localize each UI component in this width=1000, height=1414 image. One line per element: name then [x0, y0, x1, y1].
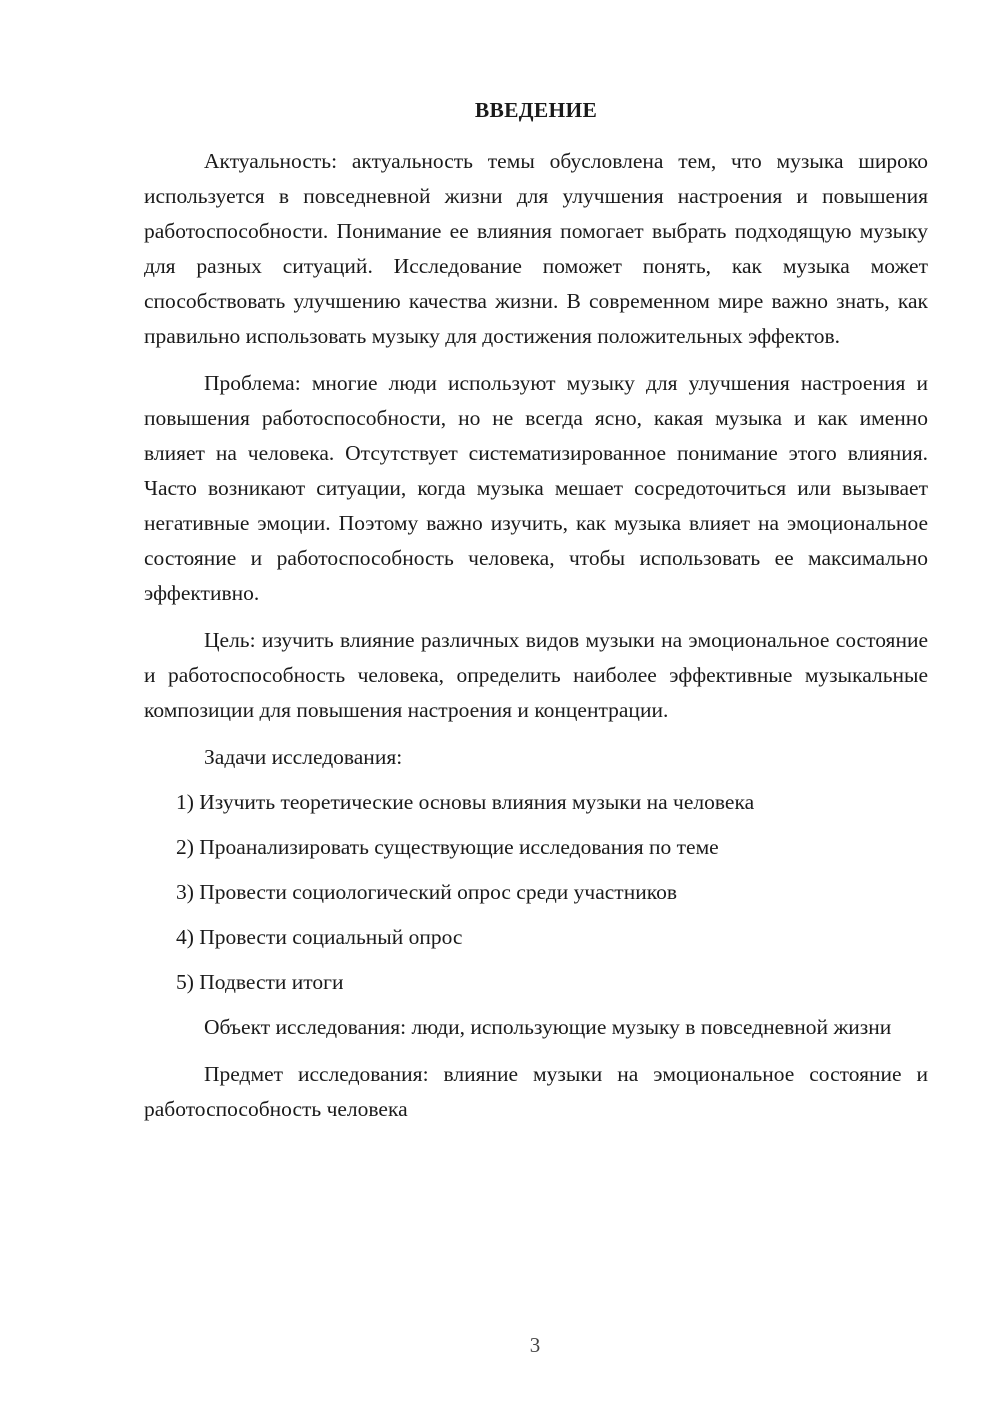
paragraph-object: Объект исследования: люди, использующие музыку в повседневной жизни: [204, 1015, 892, 1039]
list-item: 1) Изучить теоретические основы влияния музыки на человека: [176, 790, 755, 814]
task-list: [144, 785, 928, 1000]
paragraph-relevance: Актуальность: актуальность темы обусловлена тем, что музыка широко используется в повседневной жизни для улучшения настроения и повышения работоспособности. Понимание ее влияния помогает выбрать подходящую музыку для разных ситуаций. Исследование поможет понять, как музыка может способствовать улучшению качества жизни. В современном мире важно знать, как правильно использовать музыку для достижения положительных эффектов.: [144, 149, 928, 348]
list-item: 3) Провести социологический опрос среди участников: [176, 880, 677, 904]
paragraph-subject: Предмет исследования: влияние музыки на эмоциональное состояние и работоспособность человека: [144, 1062, 928, 1121]
list-item: 5) Подвести итоги: [176, 970, 344, 994]
paragraph-goal: Цель: изучить влияние различных видов музыки на эмоциональное состояние и работоспособность человека, определить наиболее эффективные музыкальные композиции для повышения настроения и концентрации.: [144, 628, 928, 722]
tasks-heading: Задачи исследования:: [204, 745, 403, 769]
list-item: 2) Проанализировать существующие исследования по теме: [176, 835, 719, 859]
page-number: 3: [529, 1333, 541, 1357]
document-page: [144, 96, 928, 1139]
list-item: 4) Провести социальный опрос: [176, 925, 463, 949]
page-title: ВВЕДЕНИЕ: [474, 98, 598, 122]
paragraph-problem: Проблема: многие люди используют музыку для улучшения настроения и повышения работоспособности, но не всегда ясно, какая музыка и как именно влияет на человека. Отсутствует систематизированное понимание этого влияния. Часто возникают ситуации, когда музыка мешает сосредоточиться или вызывает негативные эмоции. Поэтому важно изучить, как музыка влияет на эмоциональное состояние и работоспособность человека, чтобы использовать ее максимально эффективно.: [144, 371, 928, 605]
